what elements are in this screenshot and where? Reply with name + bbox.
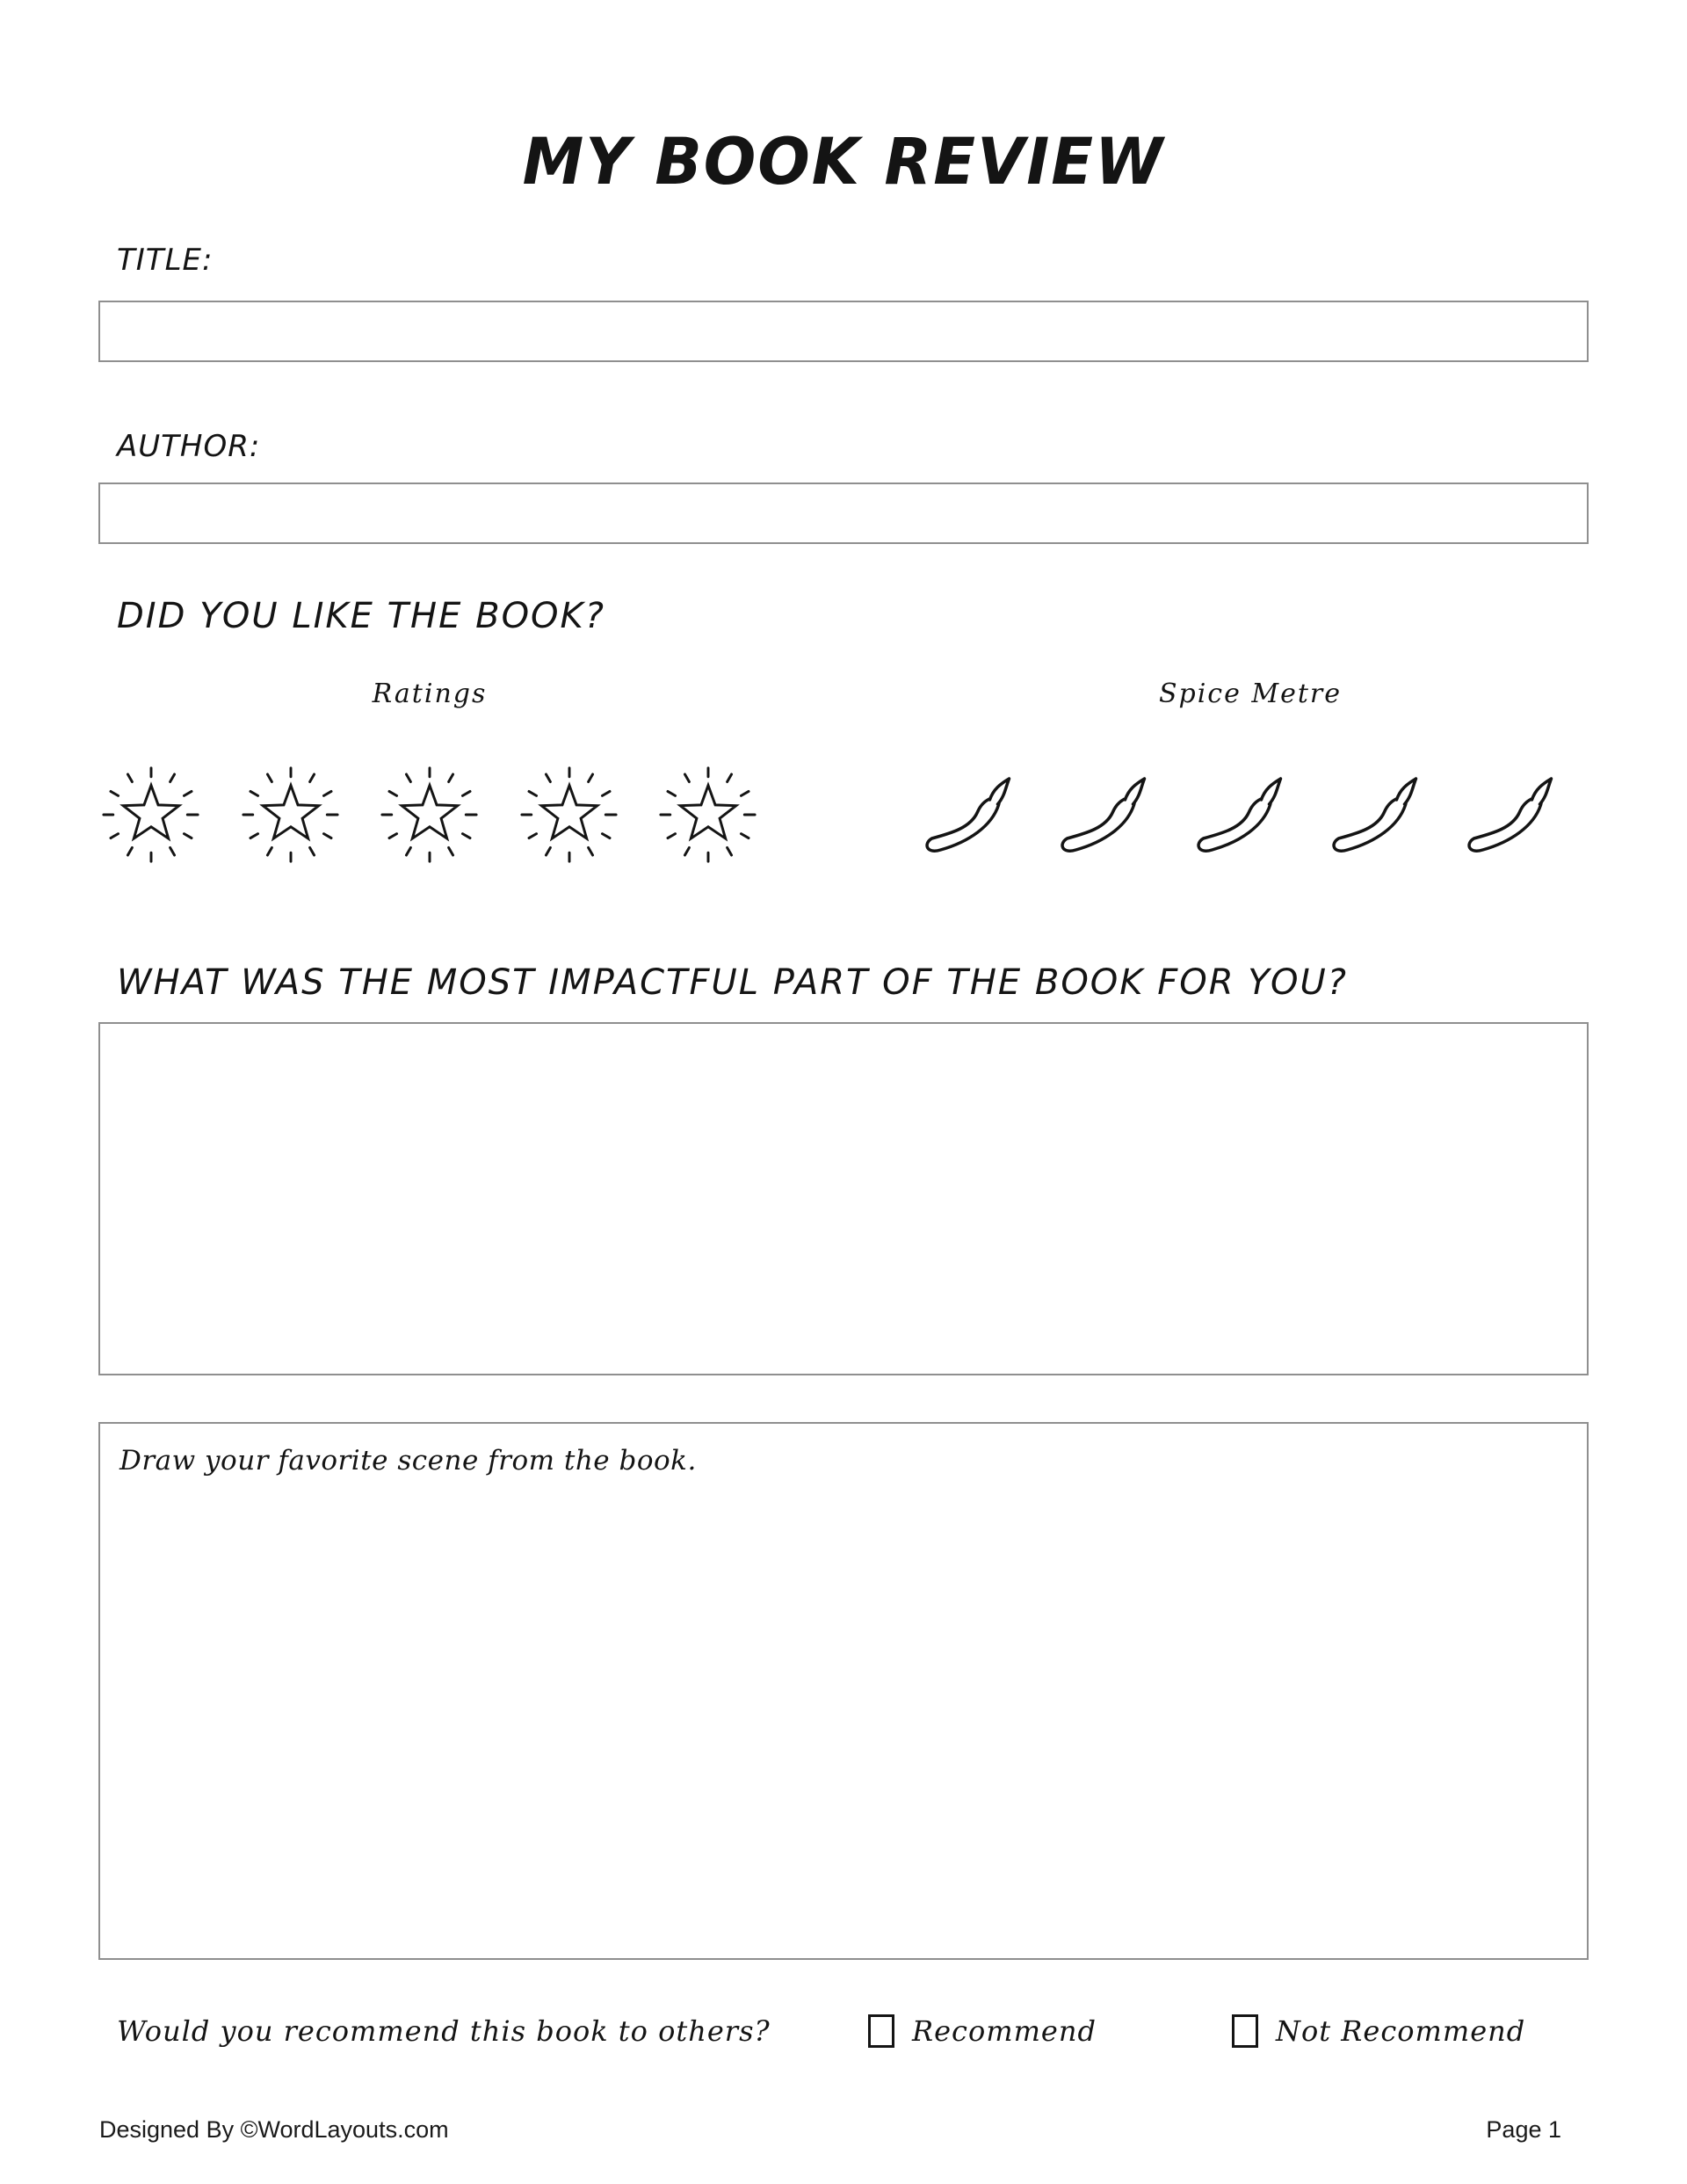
spice-metre-label: Spice Metre <box>1158 678 1343 709</box>
page-number: Page 1 <box>1486 2116 1561 2143</box>
sparkle-star-icon[interactable] <box>239 761 343 868</box>
chili-pepper-icon[interactable] <box>916 777 1043 865</box>
star-rating-row <box>99 761 760 868</box>
like-section-heading: DID YOU LIKE THE BOOK? <box>117 596 605 636</box>
impactful-answer-box[interactable] <box>98 1022 1589 1375</box>
chili-pepper-icon[interactable] <box>1187 777 1314 865</box>
sparkle-star-icon[interactable] <box>656 761 760 868</box>
designer-credit: Designed By ©WordLayouts.com <box>99 2116 449 2143</box>
ratings-label: Ratings <box>372 678 488 709</box>
recommend-label: Recommend <box>912 2014 1097 2048</box>
page-title: MY BOOK REVIEW <box>522 123 1165 200</box>
recommend-option <box>868 2014 1097 2048</box>
chili-pepper-icon[interactable] <box>1051 777 1178 865</box>
sparkle-star-icon[interactable] <box>99 761 203 868</box>
chili-pepper-icon[interactable] <box>1322 777 1450 865</box>
author-input[interactable] <box>98 483 1589 544</box>
recommend-checkbox[interactable] <box>868 2014 894 2048</box>
title-field-label: TITLE: <box>117 243 214 278</box>
chili-pepper-icon[interactable] <box>1458 777 1585 865</box>
spice-metre-row <box>916 777 1585 865</box>
recommend-question: Would you recommend this book to others? <box>117 2014 771 2048</box>
impactful-section-heading: WHAT WAS THE MOST IMPACTFUL PART OF THE BOOK FOR YOU? <box>117 962 1348 1003</box>
not-recommend-label: Not Recommend <box>1276 2014 1526 2048</box>
drawing-caption: Draw your favorite scene from the book. <box>119 1445 697 1477</box>
author-field-label: AUTHOR: <box>117 429 261 464</box>
drawing-area[interactable] <box>98 1422 1589 1960</box>
not-recommend-option <box>1232 2014 1525 2048</box>
not-recommend-checkbox[interactable] <box>1232 2014 1258 2048</box>
title-input[interactable] <box>98 301 1589 362</box>
sparkle-star-icon[interactable] <box>378 761 481 868</box>
sparkle-star-icon[interactable] <box>518 761 621 868</box>
